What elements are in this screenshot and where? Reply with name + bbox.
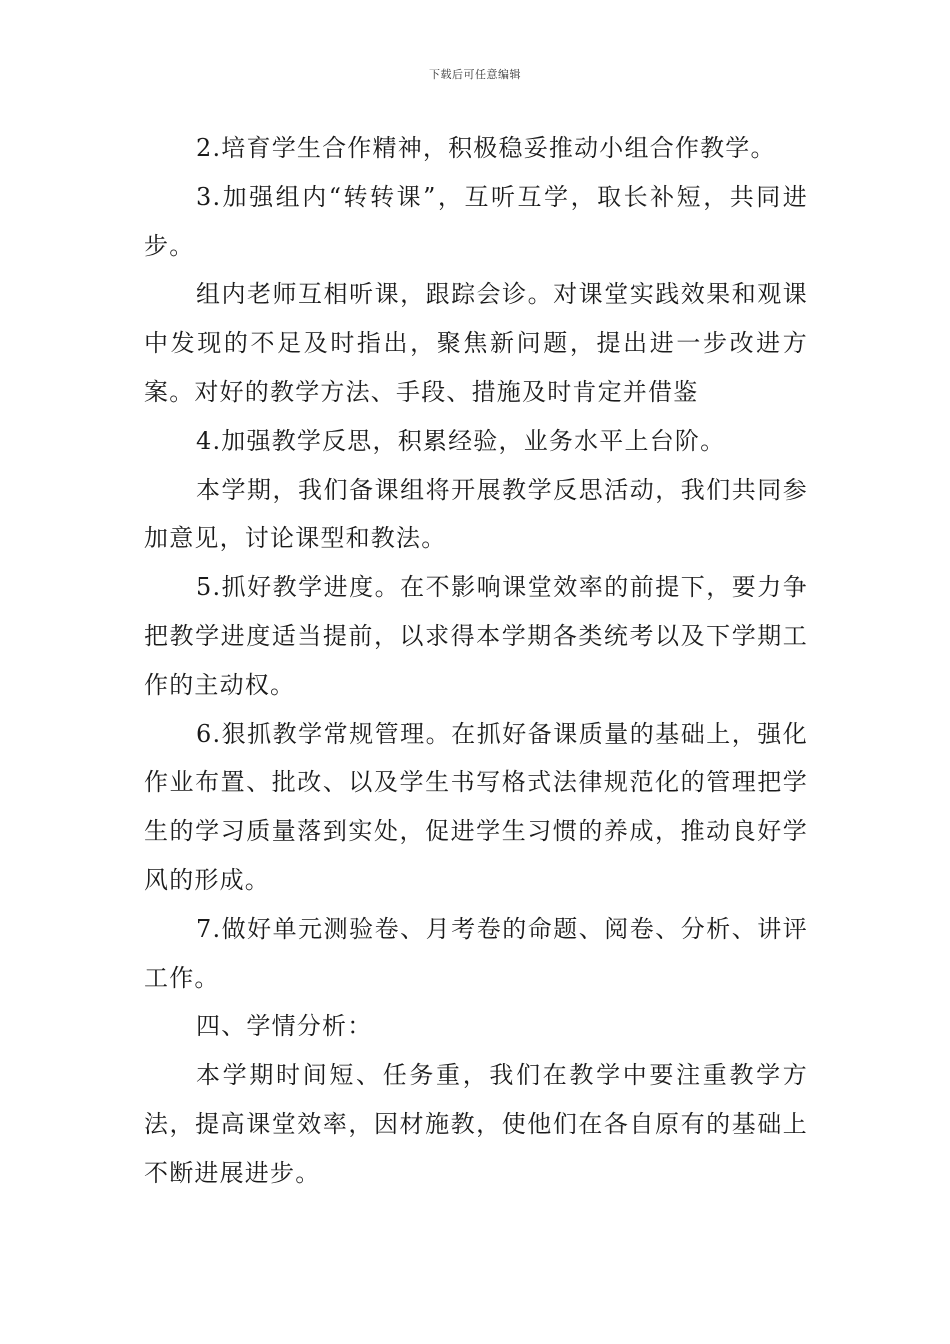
paragraph-item-3: 3.加强组内“转转课”，互听互学，取长补短，共同进步。 xyxy=(144,182,808,260)
document-body xyxy=(144,124,808,1198)
paragraph-item-4: 4.加强教学反思，积累经验，业务水平上台阶。 xyxy=(196,426,726,455)
paragraph-item-5: 5.抓好教学进度。在不影响课堂效率的前提下，要力争把教学进度适当提前，以求得本学期各类统考以及下学期工作的主动权。 xyxy=(144,573,808,699)
paragraph-item-7: 7.做好单元测验卷、月考卷的命题、阅卷、分析、讲评工作。 xyxy=(144,914,808,992)
section-heading-learning-analysis: 四、学情分析： xyxy=(196,1012,373,1041)
paragraph-item-6: 6.狠抓教学常规管理。在抓好备课质量的基础上，强化作业布置、批改、以及学生书写格式法律规范化的管理把学生的学习质量落到实处，促进学生习惯的养成，推动良好学风的形成。 xyxy=(144,719,808,894)
paragraph-reflection-activity: 本学期，我们备课组将开展教学反思活动，我们共同参加意见，讨论课型和教法。 xyxy=(144,475,808,553)
paragraph-peer-observation: 组内老师互相听课，跟踪会诊。对课堂实践效果和观课中发现的不足及时指出，聚焦新问题，提出进一步改进方案。对好的教学方法、手段、措施及时肯定并借鉴 xyxy=(144,280,808,406)
paragraph-learning-analysis: 本学期时间短、任务重，我们在教学中要注重教学方法，提高课堂效率，因材施教，使他们在各自原有的基础上不断进展进步。 xyxy=(144,1061,808,1187)
paragraph-item-2: 2.培育学生合作精神，积极稳妥推动小组合作教学。 xyxy=(196,134,776,162)
page-header-note: 下载后可任意编辑 xyxy=(429,68,521,81)
